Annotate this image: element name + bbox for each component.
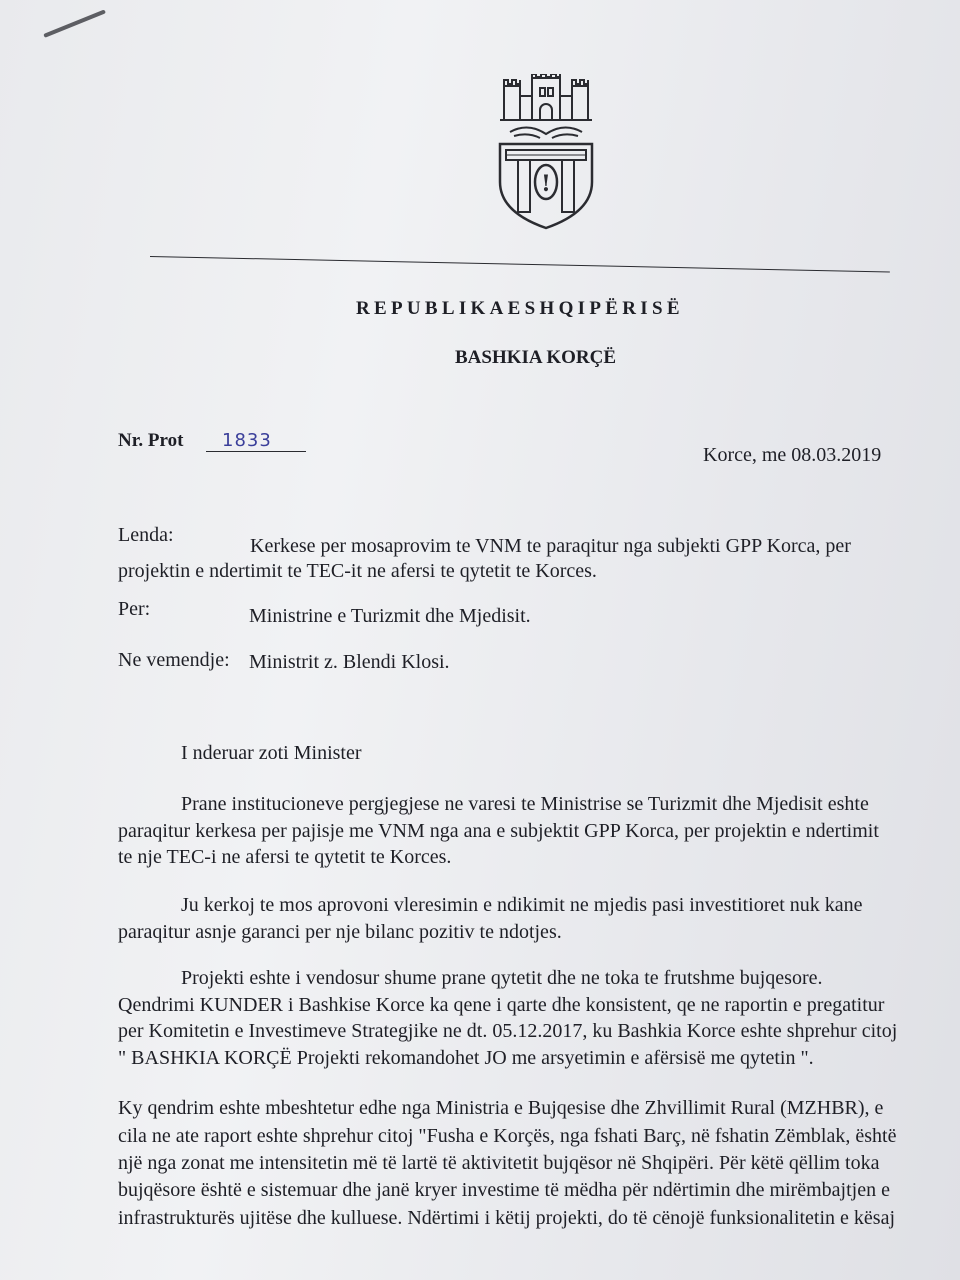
paragraph-2-line-1: Ju kerkoj te mos aprovoni vleresimin e ndikimit ne mjedis pasi investitioret nuk kane (181, 894, 863, 916)
place-date: Korce, me 08.03.2019 (703, 444, 882, 466)
to-label: Per: (118, 598, 151, 620)
svg-text:!: ! (541, 171, 551, 197)
coat-of-arms-icon (496, 74, 596, 230)
paragraph-4-line-1: Ky qendrim eshte mbeshtetur edhe nga Ministria e Bujqesise dhe Zhvillimit Rural (MZHBR), e (118, 1097, 884, 1119)
header-rule (150, 256, 890, 272)
paragraph-3-line-4: " BASHKIA KORÇË Projekti rekomandohet JO me arsyetimin e afërsisë me qytetin ". (118, 1047, 814, 1069)
attention-value: Ministrit z. Blendi Klosi. (249, 651, 450, 673)
protocol-label: Nr. Prot (118, 430, 184, 451)
paragraph-1-line-2: paraqitur kerkesa per pajisje me VNM nga ana e subjektit GPP Korca, per projektin e ndertimit (118, 820, 879, 842)
salutation: I nderuar zoti Minister (181, 742, 362, 764)
paragraph-3-line-3: per Komitetin e Investimeve Strategjike ne dt. 05.12.2017, ku Bashkia Korce eshte shprehur citoj (118, 1020, 898, 1042)
paragraph-2-line-2: paraqitur asnje garanci per nje bilanc pozitiv te ndotjes. (118, 921, 562, 943)
subject-line-1: Kerkese per mosaprovim te VNM te paraqitur nga subjekti GPP Korca, per (250, 535, 851, 557)
paragraph-3-line-2: Qendrimi KUNDER i Bashkise Korce ka qene i qarte dhe konsistent, qe ne raportin e pregatitur (118, 994, 885, 1016)
paragraph-4-line-4: bujqësore është e sistemuar dhe janë kryer investime të mëdha për ndërtimin dhe mirëmbajtjen e (118, 1179, 890, 1201)
subject-line-2: projektin e ndertimit te TEC-it ne afersi te qytetit te Korces. (118, 560, 597, 582)
staple (43, 9, 106, 37)
republic-heading: REPUBLIKAESHQIPËRISË (356, 298, 684, 319)
attention-label: Ne vemendje: (118, 649, 230, 671)
paragraph-3-line-1: Projekti eshte i vendosur shume prane qytetit dhe ne toka te frutshme bujqesore. (181, 967, 823, 989)
paragraph-4-line-3: një nga zonat me intensitetin më të lartë të aktivitetit bujqësor në Shqipëri. Për këtë qëllim toka (118, 1152, 880, 1174)
paragraph-4-line-5: infrastrukturës ujitëse dhe kulluese. Ndërtimi i këtij projekti, do të cënojë funksionalitetin e kësaj (118, 1207, 896, 1229)
subject-label: Lenda: (118, 524, 174, 546)
protocol-number: 1833 (206, 430, 306, 452)
paragraph-4-line-2: cila ne ate raport eshte shprehur citoj "Fusha e Korçës, nga fshati Barç, në fshatin Zëmblak, është (118, 1125, 897, 1147)
to-value: Ministrine e Turizmit dhe Mjedisit. (249, 605, 531, 627)
paragraph-1-line-1: Prane institucioneve pergjegjese ne varesi te Ministrise se Turizmit dhe Mjedisit eshte (181, 793, 869, 815)
paragraph-1-line-3: te nje TEC-i ne afersi te qytetit te Korces. (118, 846, 452, 868)
municipality-heading: BASHKIA KORÇË (455, 347, 617, 368)
